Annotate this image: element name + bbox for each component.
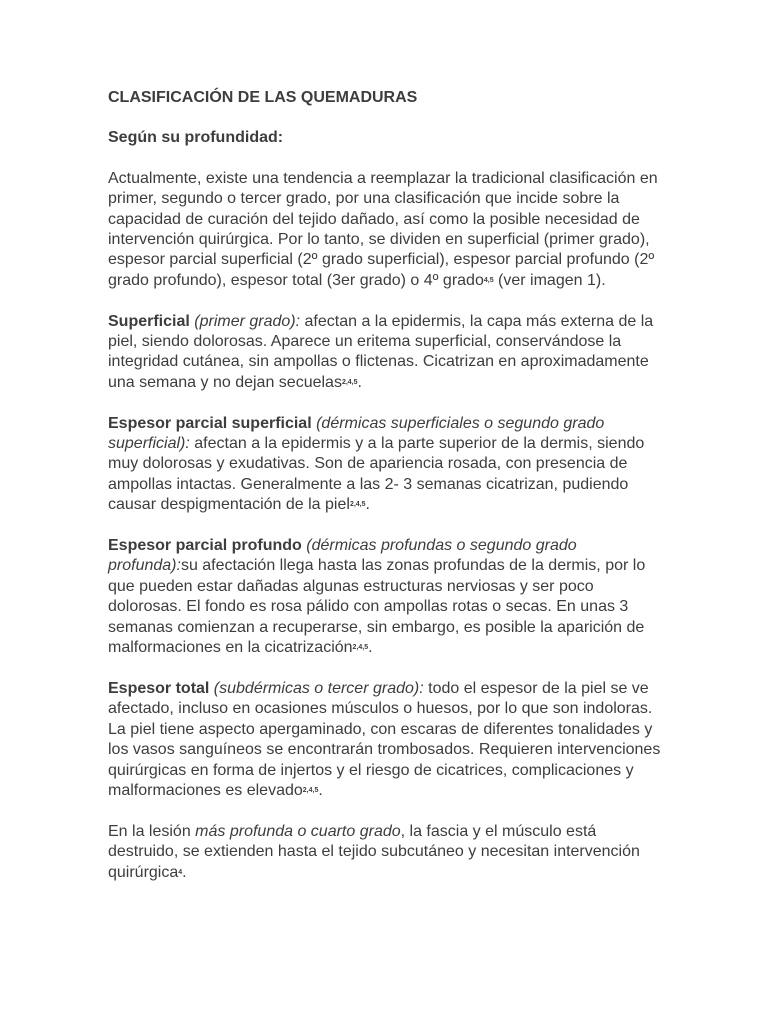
section-espesor-parcial-profundo bbox=[108, 536, 668, 658]
section-reference: 2,4,5 bbox=[341, 378, 358, 386]
section-reference: 2,4,5 bbox=[349, 501, 366, 509]
closing-lead: En la lesión bbox=[108, 822, 196, 840]
section-term: Espesor total bbox=[108, 679, 210, 697]
closing-tail: . bbox=[182, 863, 187, 881]
section-reference: 2,4,5 bbox=[302, 786, 319, 794]
section-tail: . bbox=[365, 496, 370, 514]
section-qualifier: (subdérmicas o tercer grado): bbox=[209, 679, 424, 697]
section-text: afectan a la epidermis y a la parte superior de la dermis, siendo muy dolorosas y exudativas. Son de apariencia rosada, con presencia de ampollas intactas. Generalmente a las 2- 3 semanas cicatrizan, pudiendo causar despigmentación de la piel bbox=[108, 435, 645, 514]
section-espesor-parcial-superficial bbox=[108, 414, 668, 516]
section-reference: 2,4,5 bbox=[352, 644, 369, 652]
closing-paragraph bbox=[108, 822, 668, 883]
section-qualifier: (dérmicas profundas o segundo grado profunda): bbox=[108, 537, 577, 575]
section-tail: . bbox=[357, 373, 362, 391]
closing-reference: 4 bbox=[178, 868, 183, 876]
section-term: Superficial bbox=[108, 312, 190, 330]
section-text: todo el espesor de la piel se ve afectado, incluso en ocasiones músculos o huesos, por lo que son indoloras. La piel tiene aspecto apergaminado, con escaras de diferentes tonalidades y los vasos sanguíneos se encontrarán trombosados. Requieren intervenciones quirúrgicas en forma de injertos y el riesgo de cicatrices, complicaciones y malformaciones es elevado bbox=[108, 679, 661, 799]
section-subtitle: Según su profundidad: bbox=[108, 129, 284, 147]
intro-paragraph bbox=[108, 169, 668, 291]
section-term: Espesor parcial profundo bbox=[108, 537, 302, 555]
section-espesor-total bbox=[108, 679, 668, 801]
section-tail: . bbox=[368, 639, 373, 657]
section-text: su afectación llega hasta las zonas profundas de la dermis, por lo que pueden estar dañadas algunas estructuras nerviosas y ser poco dolorosas. El fondo es rosa pálido con ampollas rotas o secas. En unas 3 semanas comienzan a recuperarse, sin embargo, es posible la aparición de malformaciones en la cicatrización bbox=[108, 557, 646, 657]
section-qualifier: (dérmicas superficiales o segundo grado superficial): bbox=[108, 414, 605, 453]
document-title: CLASIFICACIÓN DE LAS QUEMADURAS bbox=[108, 89, 418, 106]
section-superficial bbox=[108, 312, 668, 394]
section-qualifier: (primer grado): bbox=[189, 312, 301, 330]
intro-tail: (ver imagen 1). bbox=[493, 271, 606, 289]
closing-emphasis: más profunda o cuarto grado bbox=[195, 822, 401, 840]
intro-text: Actualmente, existe una tendencia a reemplazar la tradicional clasificación en primer, segundo o tercer grado, por una clasificación que incide sobre la capacidad de curación del tejido dañado, así como la posible necesidad de intervención quirúrgica. Por lo tanto, se dividen en superficial (primer grado), espesor parcial superficial (2º grado superficial), espesor parcial profundo (2º grado profundo), espesor total (3er grado) o 4º grado bbox=[108, 169, 658, 289]
section-tail: . bbox=[318, 781, 323, 799]
document-page bbox=[108, 88, 668, 903]
intro-reference: 4,5 bbox=[483, 276, 494, 284]
closing-text: , la fascia y el músculo está destruido, se extienden hasta el tejido subcutáneo y necesitan intervención quirúrgica bbox=[108, 822, 640, 881]
section-term: Espesor parcial superficial bbox=[108, 414, 312, 432]
section-text: afectan a la epidermis, la capa más externa de la piel, siendo dolorosas. Aparece un eritema superficial, conservándose la integridad cutánea, sin ampollas o flictenas. Cicatrizan en aproximadamente una semana y no dejan secuelas bbox=[108, 312, 654, 391]
